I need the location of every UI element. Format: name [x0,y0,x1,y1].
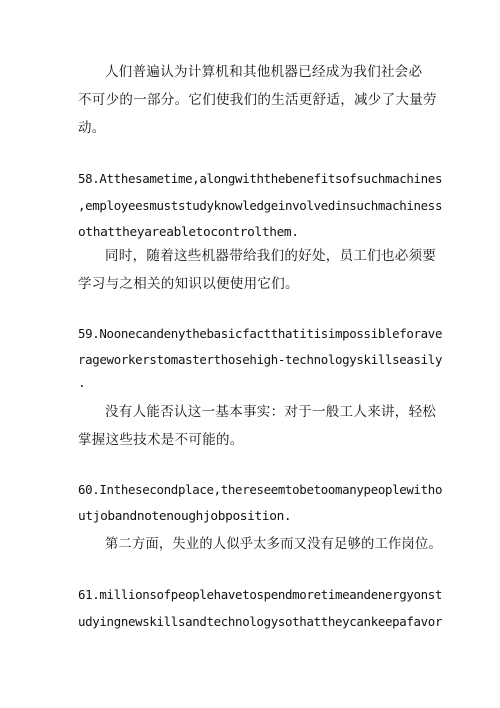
paragraph-line: 学习与之相关的知识以便使用它们。 [78,276,299,292]
paragraph-line: 动。 [78,120,106,136]
paragraph-line: 人们普遍认为计算机和其他机器已经成为我们社会必 [105,64,423,80]
paragraph-line: rageworkerstomasterthosehigh-technologyskillseasily [78,353,443,368]
paragraph-line: 不可少的一部分。它们使我们的生活更舒适，减少了大量劳 [78,92,437,108]
paragraph-line: 60.Inthesecondplace,thereseemtobetoomanypeoplewitho [78,483,443,498]
paragraph-line: ,employeesmuststudyknowledgeinvolvedinsuchmachiness [78,199,443,214]
paragraph-line: . [78,376,86,391]
paragraph-line: 同时，随着这些机器带给我们的好处，员工们也必须要 [105,248,437,264]
paragraph-line: othattheyareabletocontrolthem. [78,225,299,240]
paragraph-line: udyingnewskillsandtechnologysothattheycankeepafavor [78,615,443,630]
paragraph-line: 61.millionsofpeoplehavetospendmoretimeandenergyonst [78,588,443,603]
paragraph-line: 第二方面，失业的人似乎太多而又没有足够的工作岗位。 [105,536,442,552]
paragraph-line: 掌握这些技术是不可能的。 [78,432,244,448]
paragraph-line: 58.Atthesametime,alongwiththebenefitsofsuchmachines [78,172,443,187]
paragraph-line: 没有人能否认这一基本事实：对于一般工人来讲，轻松 [105,404,437,420]
paragraph-line: utjobandnotenoughjobposition. [78,509,292,524]
paragraph-line: 59.Noonecandenythebasicfactthatitisimpossibleforave [78,327,443,342]
